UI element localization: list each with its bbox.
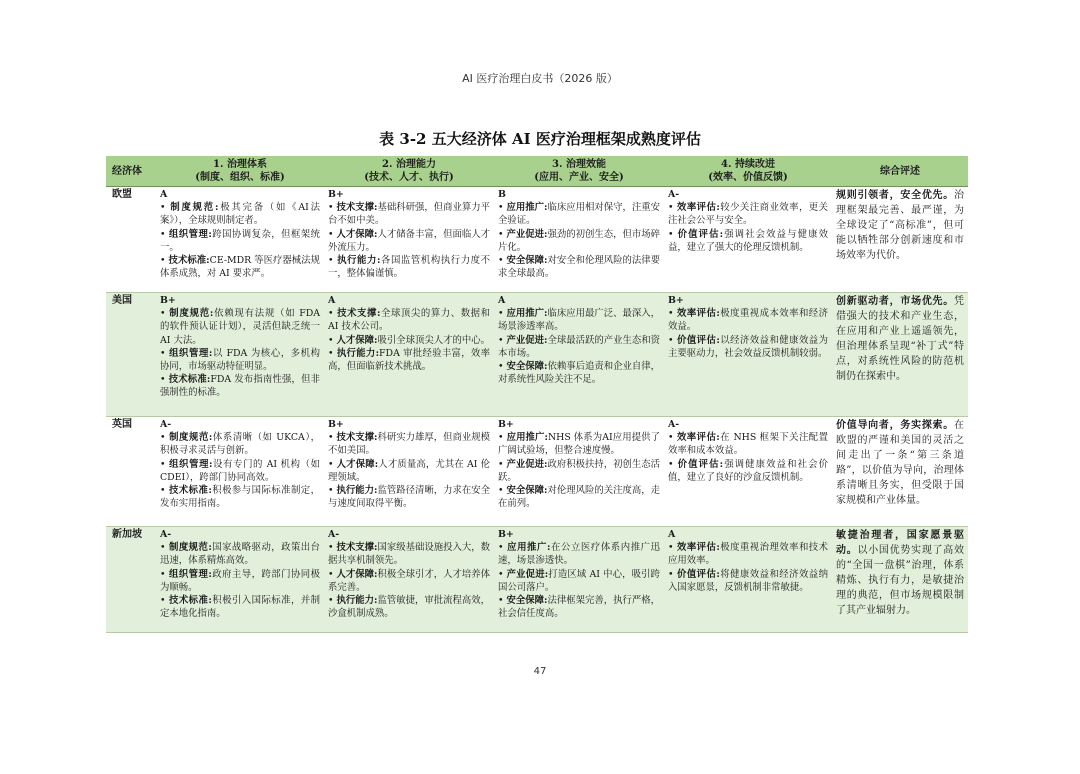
bullet-label: 人才保障: (336, 334, 378, 346)
bullet-text: 以经济效益和健康效益为主要驱动力，社会效益反馈机制较弱。 (668, 334, 828, 359)
bullet-label: 效率评估: (676, 542, 720, 554)
bullet-text: 基础科研强，但商业算力平台不如中美。 (328, 202, 490, 227)
table-row (106, 187, 968, 293)
bullet-item: • 制度规范:国家战略驱动，政策出台迅速，体系精炼高效。 (160, 542, 320, 567)
summary-cell (832, 293, 968, 417)
bullet-label: 执行能力: (336, 347, 380, 359)
assessment-cell (664, 187, 832, 293)
column-header-continuous-improvement: 4. 持续改进 (效率、价值反馈) (664, 156, 832, 187)
bullet-label: 组织管理: (169, 458, 213, 470)
bullet-label: 应用推广: (506, 432, 548, 444)
bullet-label: 产业促进: (506, 228, 548, 240)
bullet-item: • 执行能力:监管路径清晰，力求在安全与速度间取得平衡。 (328, 485, 490, 510)
bullet-label: 技术支撑: (336, 432, 378, 444)
bullet-item: • 组织管理:政府主导，跨部门协同极为顺畅。 (160, 568, 320, 593)
bullet-item: • 价值评估:强调健康效益和社会价值，建立了良好的沙盒反馈机制。 (668, 458, 828, 483)
column-header-governance-system: 1. 治理体系 (制度、组织、标准) (156, 156, 324, 187)
bullet-item: • 技术支撑:全球顶尖的算力、数据和 AI 技术公司。 (328, 308, 490, 333)
bullet-text: 国家战略驱动，政策出台迅速，体系精炼高效。 (160, 542, 320, 567)
bullet-item: • 安全保障:对伦理风险的关注度高，走在前列。 (498, 485, 660, 510)
table-row (106, 293, 968, 417)
bullet-text: 政府主导，跨部门协同极为顺畅。 (160, 568, 320, 593)
summary-text: 凭借强大的技术和产业生态，在应用和产业上遥遥领先，但治理体系呈现“补丁式”特点，对系统性风险的防范机制仍在探索中。 (836, 296, 964, 382)
bullet-text: 积极全球引才，人才培养体系完善。 (328, 568, 490, 593)
economy-name: 欧盟 (112, 189, 132, 200)
bullet-text: 强调健康效益和社会价值，建立了良好的沙盒反馈机制。 (668, 458, 828, 483)
bullet-label: 技术支撑: (336, 542, 378, 554)
column-header-governance-effectiveness: 3. 治理效能 (应用、产业、安全) (494, 156, 664, 187)
bullet-item: • 人才保障:人才质量高，尤其在 AI 伦理领域。 (328, 458, 490, 483)
bullet-text: 临床应用最广泛、最深入，场景渗透率高。 (498, 308, 660, 333)
bullet-label: 安全保障: (506, 255, 548, 267)
assessment-cell (494, 417, 664, 527)
bullet-label: 制度规范: (169, 308, 214, 320)
bullet-item: • 组织管理:跨国协调复杂，但框架统一。 (160, 228, 320, 253)
bullet-item: • 技术标准:积极引入国际标准，并制定本地化指南。 (160, 595, 320, 620)
bullet-text: 体系清晰（如 UKCA），积极寻求灵活与创新。 (160, 432, 320, 457)
bullet-text: 人才质量高，尤其在 AI 伦理领域。 (328, 458, 490, 483)
bullet-label: 安全保障: (506, 361, 548, 373)
grade-badge: A (668, 529, 676, 540)
bullet-text: 各国监管机构执行力度不一，整体偏谨慎。 (328, 255, 490, 280)
bullet-text: FDA 发布指南性强，但非强制性的标准。 (160, 374, 320, 399)
bullet-text: NHS 体系为AI应用提供了广阔试验场，但整合速度慢。 (498, 432, 660, 457)
table-row (106, 527, 968, 633)
bullet-item: • 应用推广:临床应用最广泛、最深入，场景渗透率高。 (498, 308, 660, 333)
assessment-cell (494, 187, 664, 293)
bullet-label: 应用推广: (506, 308, 548, 320)
grade-badge: A (328, 295, 336, 306)
bullet-item: • 效率评估:较少关注商业效率，更关注社会公平与安全。 (668, 202, 828, 227)
grade-badge: A (498, 295, 506, 306)
grade-badge: B+ (498, 529, 514, 540)
bullet-label: 产业促进: (506, 568, 549, 580)
bullet-item: • 技术支撑:科研实力雄厚，但商业规模不如美国。 (328, 432, 490, 457)
bullet-item: • 制度规范:依赖现有法规（如 FDA 的软件预认证计划），灵活但缺乏统一 AI 大法。 (160, 308, 320, 346)
bullet-text: 跨国协调复杂，但框架统一。 (160, 228, 320, 253)
bullet-label: 人才保障: (336, 568, 378, 580)
bullet-item: • 应用推广:在公立医疗体系内推广迅速，场景渗透快。 (498, 542, 660, 567)
grade-badge: B+ (328, 419, 344, 430)
bullet-text: CE-MDR 等医疗器械法规体系成熟，对 AI 要求严。 (160, 255, 320, 280)
bullet-text: 打造区域 AI 中心，吸引跨国公司落户。 (498, 568, 660, 593)
bullet-item: • 安全保障:法律框架完善，执行严格，社会信任度高。 (498, 595, 660, 620)
bullet-text: 在公立医疗体系内推广迅速，场景渗透快。 (498, 542, 660, 567)
column-header-governance-capacity: 2. 治理能力 (技术、人才、执行) (324, 156, 494, 187)
bullet-item: • 效率评估:在 NHS 框架下关注配置效率和成本效益。 (668, 432, 828, 457)
bullet-item: • 产业促进:全球最活跃的产业生态和资本市场。 (498, 334, 660, 359)
bullet-label: 技术支撑: (337, 308, 381, 320)
bullet-text: 强调社会效益与健康效益，建立了强大的伦理反馈机制。 (668, 228, 828, 253)
bullet-text: 较少关注商业效率，更关注社会公平与安全。 (668, 202, 828, 227)
bullet-label: 应用推广: (507, 542, 551, 554)
bullet-item: • 价值评估:以经济效益和健康效益为主要驱动力，社会效益反馈机制较弱。 (668, 334, 828, 359)
bullet-label: 安全保障: (506, 595, 548, 607)
bullet-text: 临床应用相对保守，注重安全验证。 (498, 202, 660, 227)
assessment-cell (156, 417, 324, 527)
bullet-item: • 组织管理:设有专门的 AI 机构（如 CDEI），跨部门协同高效。 (160, 458, 320, 483)
bullet-text: 强劲的初创生态，但市场碎片化。 (498, 228, 660, 253)
bullet-label: 执行能力: (336, 595, 378, 607)
column-header-economy: 经济体 (106, 156, 156, 187)
summary-text: 以小国优势实现了高效的“全国一盘棋”治理，体系精炼、执行有力，是敏捷治理的典范，但市场规模限制了其产业辐射力。 (836, 545, 965, 616)
bullet-text: 国家级基础设施投入大，数据共享机制领先。 (328, 542, 490, 567)
bullet-item: • 效率评估:极度重视治理效率和技术应用效率。 (668, 542, 828, 567)
page-number: 47 (533, 666, 547, 677)
bullet-text: 吸引全球顶尖人才的中心。 (377, 334, 490, 346)
bullet-item: • 安全保障:对安全和伦理风险的法律要求全球最高。 (498, 255, 660, 280)
bullet-label: 技术标准: (168, 374, 211, 386)
bullet-item: • 产业促进:政府积极扶持，初创生态活跃。 (498, 458, 660, 483)
bullet-text: 依赖事后追责和企业自律，对系统性风险关注不足。 (498, 361, 660, 386)
bullet-text: 全球最活跃的产业生态和资本市场。 (498, 334, 660, 359)
bullet-text: 依赖现有法规（如 FDA 的软件预认证计划），灵活但缺乏统一 AI 大法。 (160, 308, 320, 346)
bullet-label: 价值评估: (676, 334, 720, 346)
bullet-label: 制度规范: (170, 202, 219, 214)
grade-badge: B+ (160, 295, 176, 306)
grade-badge: A- (668, 419, 680, 430)
grade-badge: A- (160, 529, 172, 540)
bullet-label: 技术标准: (168, 595, 212, 607)
grade-badge: A- (328, 529, 340, 540)
assessment-cell (324, 417, 494, 527)
bullet-label: 人才保障: (336, 458, 379, 470)
economy-name: 英国 (112, 419, 132, 430)
assessment-cell (664, 293, 832, 417)
table-title: 表 3-2 五大经济体 AI 医疗治理框架成熟度评估 (379, 130, 701, 148)
grade-badge: B+ (328, 189, 344, 200)
grade-badge: A- (668, 189, 680, 200)
bullet-label: 制度规范: (168, 542, 212, 554)
bullet-text: 对安全和伦理风险的法律要求全球最高。 (498, 255, 660, 280)
bullet-item: • 应用推广:临床应用相对保守，注重安全验证。 (498, 202, 660, 227)
bullet-item: • 产业促进:打造区域 AI 中心，吸引跨国公司落户。 (498, 568, 660, 593)
bullet-text: 对伦理风险的关注度高，走在前列。 (498, 485, 660, 510)
bullet-item: • 价值评估:强调社会效益与健康效益，建立了强大的伦理反馈机制。 (668, 228, 828, 253)
summary-lead: 敏捷治理者，国家愿景驱动。 (836, 530, 964, 556)
bullet-label: 人才保障: (336, 228, 378, 240)
column-header-summary: 综合评述 (832, 156, 968, 187)
bullet-label: 产业促进: (506, 458, 548, 470)
bullet-label: 技术标准: (168, 485, 212, 497)
summary-cell (832, 417, 968, 527)
bullet-item: • 技术支撑:国家级基础设施投入大，数据共享机制领先。 (328, 542, 490, 567)
table-body (106, 187, 968, 633)
summary-cell (832, 527, 968, 633)
bullet-text: FDA 审批经验丰富，效率高，但面临新技术挑战。 (328, 347, 490, 373)
running-header: AI 医疗治理白皮书（2026 版） (462, 72, 618, 85)
bullet-text: 积极引入国际标准，并制定本地化指南。 (160, 595, 320, 620)
bullet-label: 组织管理: (169, 347, 213, 359)
assessment-cell (324, 293, 494, 417)
bullet-text: 政府积极扶持，初创生态活跃。 (498, 458, 660, 483)
summary-text: 在欧盟的严谨和美国的灵活之间走出了一条“第三条道路”，以价值为导向，治理体系清晰且务实，但受限于国家规模和产业体量。 (836, 420, 964, 506)
assessment-cell (156, 527, 324, 633)
bullet-text: 极度重视治理效率和技术应用效率。 (668, 542, 828, 567)
grade-badge: B (498, 189, 506, 200)
bullet-label: 效率评估: (676, 202, 720, 214)
grade-badge: A (160, 189, 168, 200)
bullet-text: 积极参与国际标准制定，发布实用指南。 (160, 485, 320, 510)
assessment-cell (664, 527, 832, 633)
bullet-item: • 应用推广:NHS 体系为AI应用提供了广阔试验场，但整合速度慢。 (498, 432, 660, 457)
bullet-label: 价值评估: (677, 458, 724, 470)
bullet-text: 监管路径清晰，力求在安全与速度间取得平衡。 (328, 485, 490, 510)
summary-text: 治理框架最完善、最严谨，为全球设定了“高标准”，但可能以牺牲部分创新速度和市场效率为代价。 (836, 190, 964, 261)
economy-name: 新加坡 (106, 527, 156, 633)
bullet-label: 价值评估: (676, 568, 720, 580)
bullet-item: • 效率评估:极度重视成本效率和经济效益。 (668, 308, 828, 333)
bullet-text: 设有专门的 AI 机构（如 CDEI），跨部门协同高效。 (160, 458, 320, 483)
bullet-item: • 安全保障:依赖事后追责和企业自律，对系统性风险关注不足。 (498, 361, 660, 386)
bullet-text: 全球顶尖的算力、数据和 AI 技术公司。 (328, 308, 490, 333)
bullet-text: 以 FDA 为核心，多机构协同，市场驱动特征明显。 (160, 347, 320, 373)
bullet-label: 执行能力: (337, 255, 381, 267)
economy-name: 美国 (106, 293, 156, 417)
bullet-label: 价值评估: (677, 228, 724, 240)
assessment-cell (324, 187, 494, 293)
bullet-text: 法律框架完善，执行严格，社会信任度高。 (498, 595, 660, 620)
bullet-item: • 产业促进:强劲的初创生态，但市场碎片化。 (498, 228, 660, 253)
bullet-item: • 价值评估:将健康效益和经济效益纳入国家愿景，反馈机制非常敏捷。 (668, 568, 828, 593)
bullet-label: 产业促进: (506, 334, 548, 346)
bullet-text: 将健康效益和经济效益纳入国家愿景，反馈机制非常敏捷。 (668, 568, 828, 593)
bullet-label: 技术支撑: (336, 202, 378, 214)
grade-badge: B+ (668, 295, 684, 306)
bullet-text: 科研实力雄厚，但商业规模不如美国。 (328, 432, 490, 457)
bullet-label: 组织管理: (168, 228, 212, 240)
bullet-label: 安全保障: (506, 485, 548, 497)
maturity-table (106, 156, 968, 633)
bullet-label: 执行能力: (336, 485, 378, 497)
bullet-item: • 制度规范:极其完备（如《AI法案》），全球规则制定者。 (160, 202, 321, 227)
assessment-cell (156, 293, 324, 417)
summary-cell (832, 187, 968, 293)
bullet-item: • 技术标准:FDA 发布指南性强，但非强制性的标准。 (160, 374, 320, 399)
bullet-text: 在 NHS 框架下关注配置效率和成本效益。 (668, 432, 828, 457)
bullet-label: 应用推广: (506, 202, 548, 214)
bullet-label: 效率评估: (676, 308, 720, 320)
bullet-item: • 执行能力:各国监管机构执行力度不一，整体偏谨慎。 (328, 255, 490, 280)
bullet-item: • 技术支撑:基础科研强，但商业算力平台不如中美。 (328, 202, 490, 227)
bullet-text: 监管敏捷，审批流程高效，沙盒机制成熟。 (328, 595, 490, 620)
bullet-item: • 组织管理:以 FDA 为核心，多机构协同，市场驱动特征明显。 (160, 347, 320, 373)
bullet-label: 制度规范: (169, 432, 213, 444)
assessment-cell (494, 293, 664, 417)
bullet-item: • 技术标准:积极参与国际标准制定，发布实用指南。 (160, 485, 320, 510)
bullet-item: • 人才保障:人才储备丰富，但面临人才外流压力。 (328, 228, 490, 253)
bullet-item: • 执行能力:监管敏捷，审批流程高效，沙盒机制成熟。 (328, 595, 490, 620)
table-header (106, 156, 968, 187)
assessment-cell (324, 527, 494, 633)
grade-badge: B+ (498, 419, 514, 430)
table-row (106, 417, 968, 527)
bullet-item: • 人才保障:积极全球引才，人才培养体系完善。 (328, 568, 490, 593)
assessment-cell (494, 527, 664, 633)
grade-badge: A- (160, 419, 172, 430)
bullet-item: • 制度规范:体系清晰（如 UKCA），积极寻求灵活与创新。 (160, 432, 320, 457)
summary-lead: 价值导向者，务实探索。 (836, 420, 954, 431)
bullet-item: • 人才保障:吸引全球顶尖人才的中心。 (328, 334, 490, 346)
bullet-item: • 技术标准:CE-MDR 等医疗器械法规体系成熟，对 AI 要求严。 (160, 255, 320, 280)
bullet-label: 组织管理: (168, 568, 212, 580)
assessment-cell (156, 187, 324, 293)
assessment-cell (664, 417, 832, 527)
summary-lead: 规则引领者，安全优先。 (836, 190, 954, 201)
summary-lead: 创新驱动者，市场优先。 (836, 296, 954, 307)
bullet-text: 极其完备（如《AI法案》），全球规则制定者。 (160, 202, 321, 227)
bullet-item: • 执行能力:FDA 审批经验丰富，效率高，但面临新技术挑战。 (328, 347, 490, 373)
bullet-text: 极度重视成本效率和经济效益。 (668, 308, 828, 333)
bullet-label: 技术标准: (168, 255, 210, 267)
bullet-text: 人才储备丰富，但面临人才外流压力。 (328, 228, 490, 253)
bullet-label: 效率评估: (676, 432, 720, 444)
